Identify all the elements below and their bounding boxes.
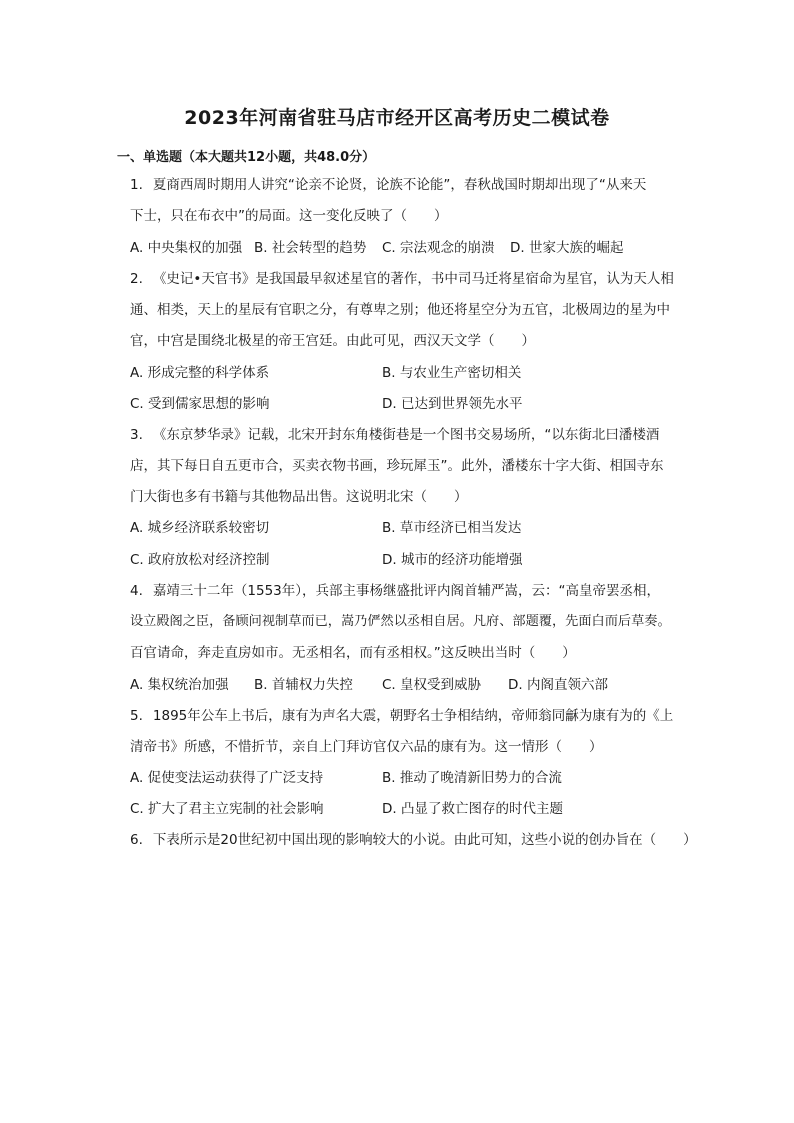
- q1-number: 1.: [130, 177, 143, 193]
- q1-line-1: 1. 夏商西周时期用人讲究“论亲不论贤，论族不论能”，春秋战国时期却出现了“从来天: [130, 177, 647, 193]
- q1-line-2: 下士，只在布衣中”的局面。这一变化反映了（ ）: [130, 208, 448, 224]
- q1-option-b[interactable]: B. 社会转型的趋势: [254, 240, 367, 256]
- q2-line-2: 通、相类，天上的星辰有官职之分，有尊卑之别；他还将星空分为五官，北极周边的星为中: [130, 302, 670, 318]
- q3-option-c[interactable]: C. 政府放松对经济控制: [130, 552, 270, 568]
- q3-line-2: 店，其下每日自五更市合，买卖衣物书画，珍玩犀玉”。此外，潘楼东十字大街、相国寺东: [130, 458, 664, 474]
- q1-option-d[interactable]: D. 世家大族的崛起: [510, 240, 624, 256]
- q5-number: 5.: [130, 708, 143, 724]
- q6-number: 6.: [130, 832, 143, 848]
- q4-option-c[interactable]: C. 皇权受到威胁: [382, 677, 482, 693]
- q3-number: 3.: [130, 427, 143, 443]
- q2-option-d[interactable]: D. 已达到世界领先水平: [382, 396, 523, 412]
- exam-title: 2023年河南省驻马店市经开区高考历史二模试卷: [184, 107, 610, 129]
- q5-option-a[interactable]: A. 促使变法运动获得了广泛支持: [130, 770, 324, 786]
- q4-line-1: 4. 嘉靖三十二年（1553年），兵部主事杨继盛批评内阁首辅严嵩，云：“高皇帝罢丞相，: [130, 583, 660, 599]
- q4-line-3: 百官请命，奔走直房如市。无丞相名，而有丞相权。”这反映出当时（ ）: [130, 645, 576, 661]
- q2-option-a[interactable]: A. 形成完整的科学体系: [130, 365, 270, 381]
- q3-option-b[interactable]: B. 草市经济已相当发达: [382, 520, 522, 536]
- q6-line-1: 6. 下表所示是20世纪初中国出现的影响较大的小说。由此可知，这些小说的创办旨在（ ）: [130, 832, 697, 848]
- q2-option-c[interactable]: C. 受到儒家思想的影响: [130, 396, 270, 412]
- q2-number: 2.: [130, 271, 143, 287]
- q4-option-a[interactable]: A. 集权统治加强: [130, 677, 229, 693]
- section-heading: 一、单选题（本大题共12小题，共48.0分）: [117, 150, 376, 165]
- q4-number: 4.: [130, 583, 143, 599]
- q5-option-d[interactable]: D. 凸显了救亡图存的时代主题: [382, 801, 563, 817]
- q5-line-1: 5. 1895年公车上书后，康有为声名大震，朝野名士争相结纳，帝师翁同龢为康有为的《上: [130, 708, 674, 724]
- q3-line-1: 3. 《东京梦华录》记载，北宋开封东角楼街巷是一个图书交易场所，“以东街北曰潘楼酒: [130, 427, 660, 443]
- q5-line-2: 清帝书》所感，不惜折节，亲自上门拜访官仅六品的康有为。这一情形（ ）: [130, 739, 603, 755]
- q3-option-a[interactable]: A. 城乡经济联系较密切: [130, 520, 270, 536]
- q5-option-b[interactable]: B. 推动了晚清新旧势力的合流: [382, 770, 562, 786]
- q3-line-3: 门大街也多有书籍与其他物品出售。这说明北宋（ ）: [130, 489, 468, 505]
- q2-line-1: 2. 《史记•天官书》是我国最早叙述星官的著作，书中司马迁将星宿命为星官，认为天人相: [130, 271, 674, 287]
- q2-line-3: 官，中宫是围绕北极星的帝王宫廷。由此可见，西汉天文学（ ）: [130, 333, 535, 349]
- q4-line-2: 设立殿阁之臣，备顾问视制草而已，嵩乃俨然以丞相自居。凡府、部题覆，先面白而后草奏。: [130, 614, 671, 629]
- q3-option-d[interactable]: D. 城市的经济功能增强: [382, 552, 523, 568]
- q5-option-c[interactable]: C. 扩大了君主立宪制的社会影响: [130, 801, 324, 817]
- q1-option-c[interactable]: C. 宗法观念的崩溃: [382, 240, 495, 256]
- q1-option-a[interactable]: A. 中央集权的加强: [130, 240, 243, 256]
- q2-option-b[interactable]: B. 与农业生产密切相关: [382, 365, 522, 381]
- q4-option-b[interactable]: B. 首辅权力失控: [254, 677, 353, 693]
- q4-option-d[interactable]: D. 内阁直领六部: [508, 677, 608, 693]
